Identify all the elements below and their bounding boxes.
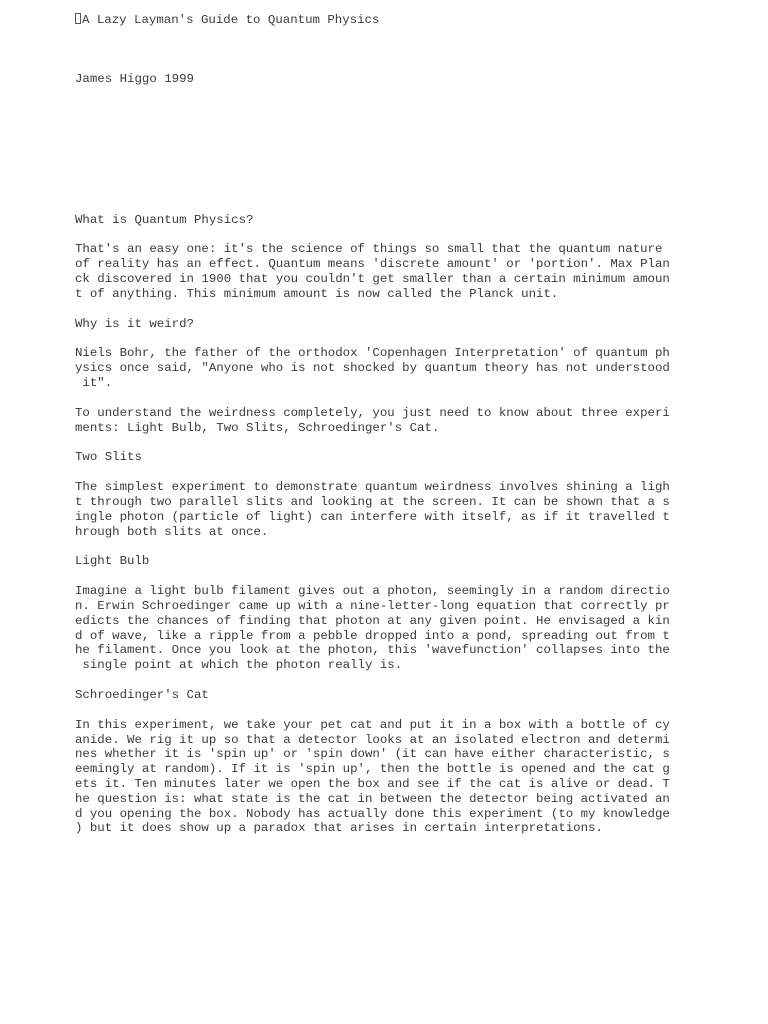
paragraph-line: In this experiment, we take your pet cat and put it in a box with a bottle of cy [75, 717, 670, 732]
section-heading: What is Quantum Physics? [75, 212, 254, 227]
paragraph-line: ingle photon (particle of light) can interfere with itself, as if it travelled t [75, 509, 670, 524]
paragraph-line: ) but it does show up a paradox that arises in certain interpretations. [75, 821, 603, 836]
paragraph-line: ets it. Ten minutes later we open the box and see if the cat is alive or dead. T [75, 776, 670, 791]
paragraph-line: he filament. Once you look at the photon, this 'wavefunction' collapses into the [75, 643, 670, 658]
paragraph-line: nes whether it is 'spin up' or 'spin down' (it can have either characteristic, s [75, 747, 670, 762]
paragraph-line: t of anything. This minimum amount is now called the Planck unit. [75, 286, 559, 301]
section-heading: Schroedinger's Cat [75, 687, 209, 702]
document-title: A Lazy Layman's Guide to Quantum Physics [82, 13, 380, 27]
paragraph-line: ments: Light Bulb, Two Slits, Schroedinger's Cat. [75, 420, 440, 435]
document-title-line [75, 13, 695, 28]
paragraph-line: d you opening the box. Nobody has actually done this experiment (to my knowledge [75, 806, 670, 821]
paragraph-line: eemingly at random). If it is 'spin up', then the bottle is opened and the cat g [75, 762, 670, 777]
paragraph-line: That's an easy one: it's the science of things so small that the quantum nature [75, 242, 663, 257]
paragraph-line: The simplest experiment to demonstrate quantum weirdness involves shining a ligh [75, 480, 670, 495]
paragraph-line: edicts the chances of finding that photon at any given point. He envisaged a kin [75, 613, 670, 628]
section-heading: Two Slits [75, 450, 142, 465]
paragraph-line: it". [75, 375, 113, 390]
paragraph-line: anide. We rig it up so that a detector looks at an isolated electron and determi [75, 732, 670, 747]
section-heading: Light Bulb [75, 554, 150, 569]
paragraph-line: t through two parallel slits and looking at the screen. It can be shown that a s [75, 494, 670, 509]
paragraph-line: Imagine a light bulb filament gives out a photon, seemingly in a random directio [75, 584, 670, 599]
paragraph-line: hrough both slits at once. [75, 524, 269, 539]
paragraph-line: ck discovered in 1900 that you couldn't get smaller than a certain minimum amoun [75, 271, 670, 286]
paragraph-line: of reality has an effect. Quantum means 'discrete amount' or 'portion'. Max Plan [75, 257, 670, 272]
paragraph-line: Niels Bohr, the father of the orthodox 'Copenhagen Interpretation' of quantum ph [75, 346, 670, 361]
document-body [75, 13, 695, 836]
section-heading: Why is it weird? [75, 316, 194, 331]
author-line: James Higgo 1999 [75, 71, 194, 86]
paragraph-line: ysics once said, "Anyone who is not shocked by quantum theory has not understood [75, 361, 670, 376]
paragraph-line: d of wave, like a ripple from a pebble dropped into a pond, spreading out from t [75, 628, 670, 643]
paragraph-line: he question is: what state is the cat in between the detector being activated an [75, 791, 670, 806]
paragraph-line: n. Erwin Schroedinger came up with a nine-letter-long equation that correctly pr [75, 598, 670, 613]
paragraph-line: single point at which the photon really is. [75, 658, 403, 673]
missing-glyph-box-icon [75, 13, 81, 24]
paragraph-line: To understand the weirdness completely, you just need to know about three experi [75, 405, 670, 420]
